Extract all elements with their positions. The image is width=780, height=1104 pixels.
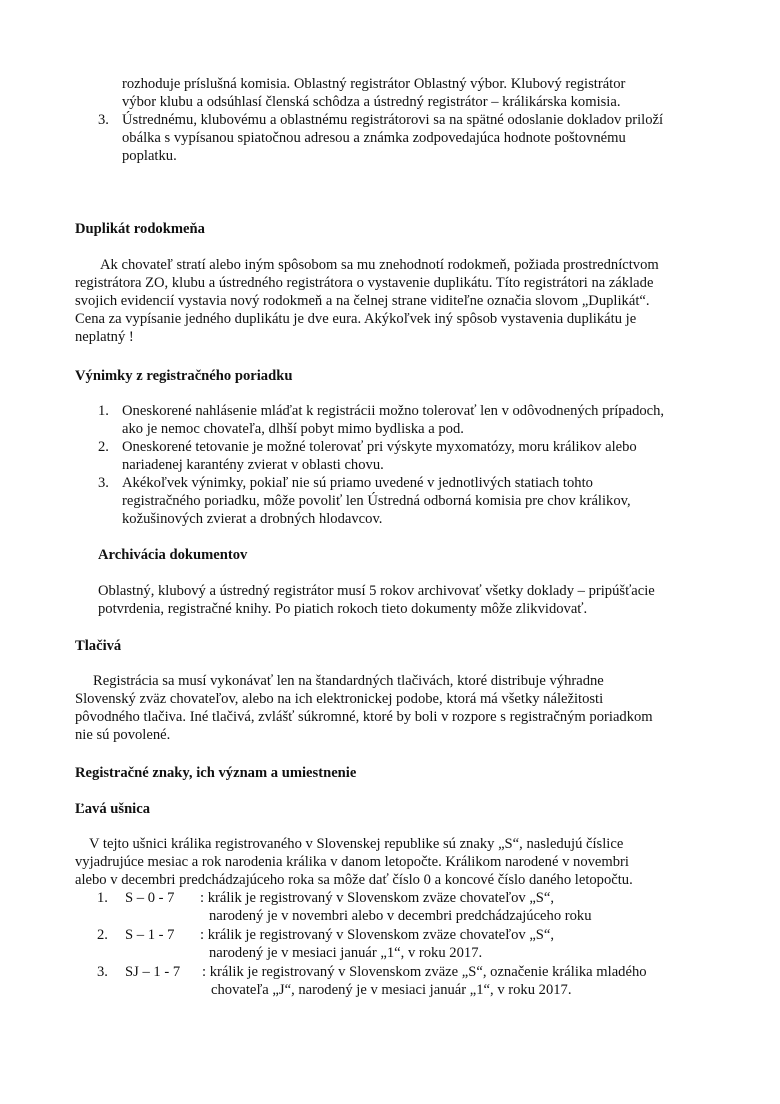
text-line: Oneskorené tetovanie je možné tolerovať pri výskyte myxomatózy, moru králikov alebo	[122, 439, 637, 455]
text-line: nariadenej karantény zvierat v oblasti chovu.	[122, 457, 384, 473]
section-heading-znaky: Registračné znaky, ich význam a umiestnenie	[75, 765, 357, 781]
registration-code: S – 0 - 7	[125, 890, 175, 906]
lava-paragraph	[75, 835, 715, 889]
text-line: Slovenský zväz chovateľov, alebo na ich elektronickej podobe, ktorá má všetky náležitosti	[75, 691, 604, 707]
text-line: potvrdenia, registračné knihy. Po piatich rokoch tieto dokumenty môže zlikvidovať.	[98, 601, 588, 617]
text-line: neplatný !	[75, 329, 134, 345]
intro-paragraph	[122, 75, 722, 111]
text-line: Registrácia sa musí vykonávať len na štandardných tlačivách, ktoré distribuje výhradne	[93, 673, 604, 689]
section-heading-archivacia: Archivácia dokumentov	[98, 547, 248, 563]
text-line: poplatku.	[122, 148, 177, 164]
text-line: výbor klubu a odsúhlasí členská schôdza a ústredný registrátor – králikárska komisia.	[122, 94, 621, 110]
vynimky-list	[98, 402, 762, 528]
list-number: 2.	[97, 927, 108, 943]
text-line: obálka s vypísanou spiatočnou adresou a známka zodpovedajúca hodnote poštovnému	[122, 130, 626, 146]
text-line: Oblastný, klubový a ústredný registrátor musí 5 rokov archivovať všetky doklady – pripúšťacie	[98, 583, 655, 599]
section-heading-vynimky: Výnimky z registračného poriadku	[75, 368, 293, 384]
list-number: 3.	[97, 964, 108, 980]
archivacia-paragraph	[98, 582, 738, 618]
code-description-cont: narodený je v novembri alebo v decembri predchádzajúceho roku	[209, 908, 592, 924]
text-line: Oneskorené nahlásenie mláďat k registrácii možno tolerovať len v odôvodnených prípadoch,	[122, 403, 665, 419]
intro-list	[98, 111, 762, 165]
section-heading-tlaciva: Tlačivá	[75, 638, 122, 654]
list-number: 1.	[97, 890, 108, 906]
code-description-cont: narodený je v mesiaci január „1“, v roku 2017.	[209, 945, 483, 961]
registration-code: S – 1 - 7	[125, 927, 175, 943]
list-item	[98, 438, 762, 474]
list-item	[98, 474, 762, 528]
section-heading-lava: Ľavá ušnica	[75, 801, 151, 817]
list-number: 2.	[98, 439, 109, 455]
code-description: : králik je registrovaný v Slovenskom zväze chovateľov „S“,	[200, 890, 555, 906]
text-line: Akékoľvek výnimky, pokiaľ nie sú priamo uvedené v jednotlivých statiach tohto	[122, 475, 593, 491]
text-line: ako je nemoc chovateľa, dlhší pobyt mimo bydliska a pod.	[122, 421, 464, 437]
code-description-cont: chovateľa „J“, narodený je v mesiaci január „1“, v roku 2017.	[211, 982, 572, 998]
text-line: pôvodného tlačiva. Iné tlačivá, zvlášť súkromné, ktoré by boli v rozpore s registračným poriadkom	[75, 709, 653, 725]
text-line: registrátora ZO, klubu a ústredného registrátora o vystavenie duplikátu. Títo registrátori na základe	[75, 275, 654, 291]
list-number: 3.	[98, 112, 109, 128]
text-line: Ústrednému, klubovému a oblastnému registrátorovi sa na spätné odoslanie dokladov priloží	[122, 112, 664, 128]
text-line: vyjadrujúce mesiac a rok narodenia králika v danom letopočte. Králikom narodené v novembri	[75, 854, 629, 870]
list-number: 1.	[98, 403, 109, 419]
registration-code: SJ – 1 - 7	[125, 964, 181, 980]
text-line: kožušinových zvierat a drobných hlodavcov.	[122, 511, 383, 527]
text-line: alebo v decembri predchádzajúceho roka sa môže dať číslo 0 a koncové číslo daného letopočtu.	[75, 872, 633, 888]
list-item	[98, 402, 762, 438]
text-line: svojich evidencií vystavia nový rodokmeň a na čelnej strane viditeľne označia slovom „Duplikát“.	[75, 293, 650, 309]
code-description: : králik je registrovaný v Slovenskom zväze „S“, označenie králika mladého	[202, 964, 647, 980]
section-heading-duplikat: Duplikát rodokmeňa	[75, 221, 205, 237]
tlaciva-paragraph	[75, 672, 715, 744]
text-line: V tejto ušnici králika registrovaného v Slovenskej republike sú znaky „S“, nasledujú číslice	[89, 836, 624, 852]
text-line: nie sú povolené.	[75, 727, 171, 743]
duplikat-paragraph	[75, 256, 715, 346]
text-line: registračného poriadku, môže povoliť len Ústredná odborná komisia pre chov králikov,	[122, 493, 631, 509]
code-description: : králik je registrovaný v Slovenskom zväze chovateľov „S“,	[200, 927, 555, 943]
text-line: rozhoduje príslušná komisia. Oblastný registrátor Oblastný výbor. Klubový registrátor	[122, 76, 626, 92]
list-number: 3.	[98, 475, 109, 491]
list-item	[98, 111, 762, 165]
text-line: Cena za vypísanie jedného duplikátu je dve eura. Akýkoľvek iný spôsob vystavenia duplikátu je	[75, 311, 637, 327]
text-line: Ak chovateľ stratí alebo iným spôsobom sa mu znehodnotí rodokmeň, požiada prostredníctvom	[100, 257, 659, 273]
